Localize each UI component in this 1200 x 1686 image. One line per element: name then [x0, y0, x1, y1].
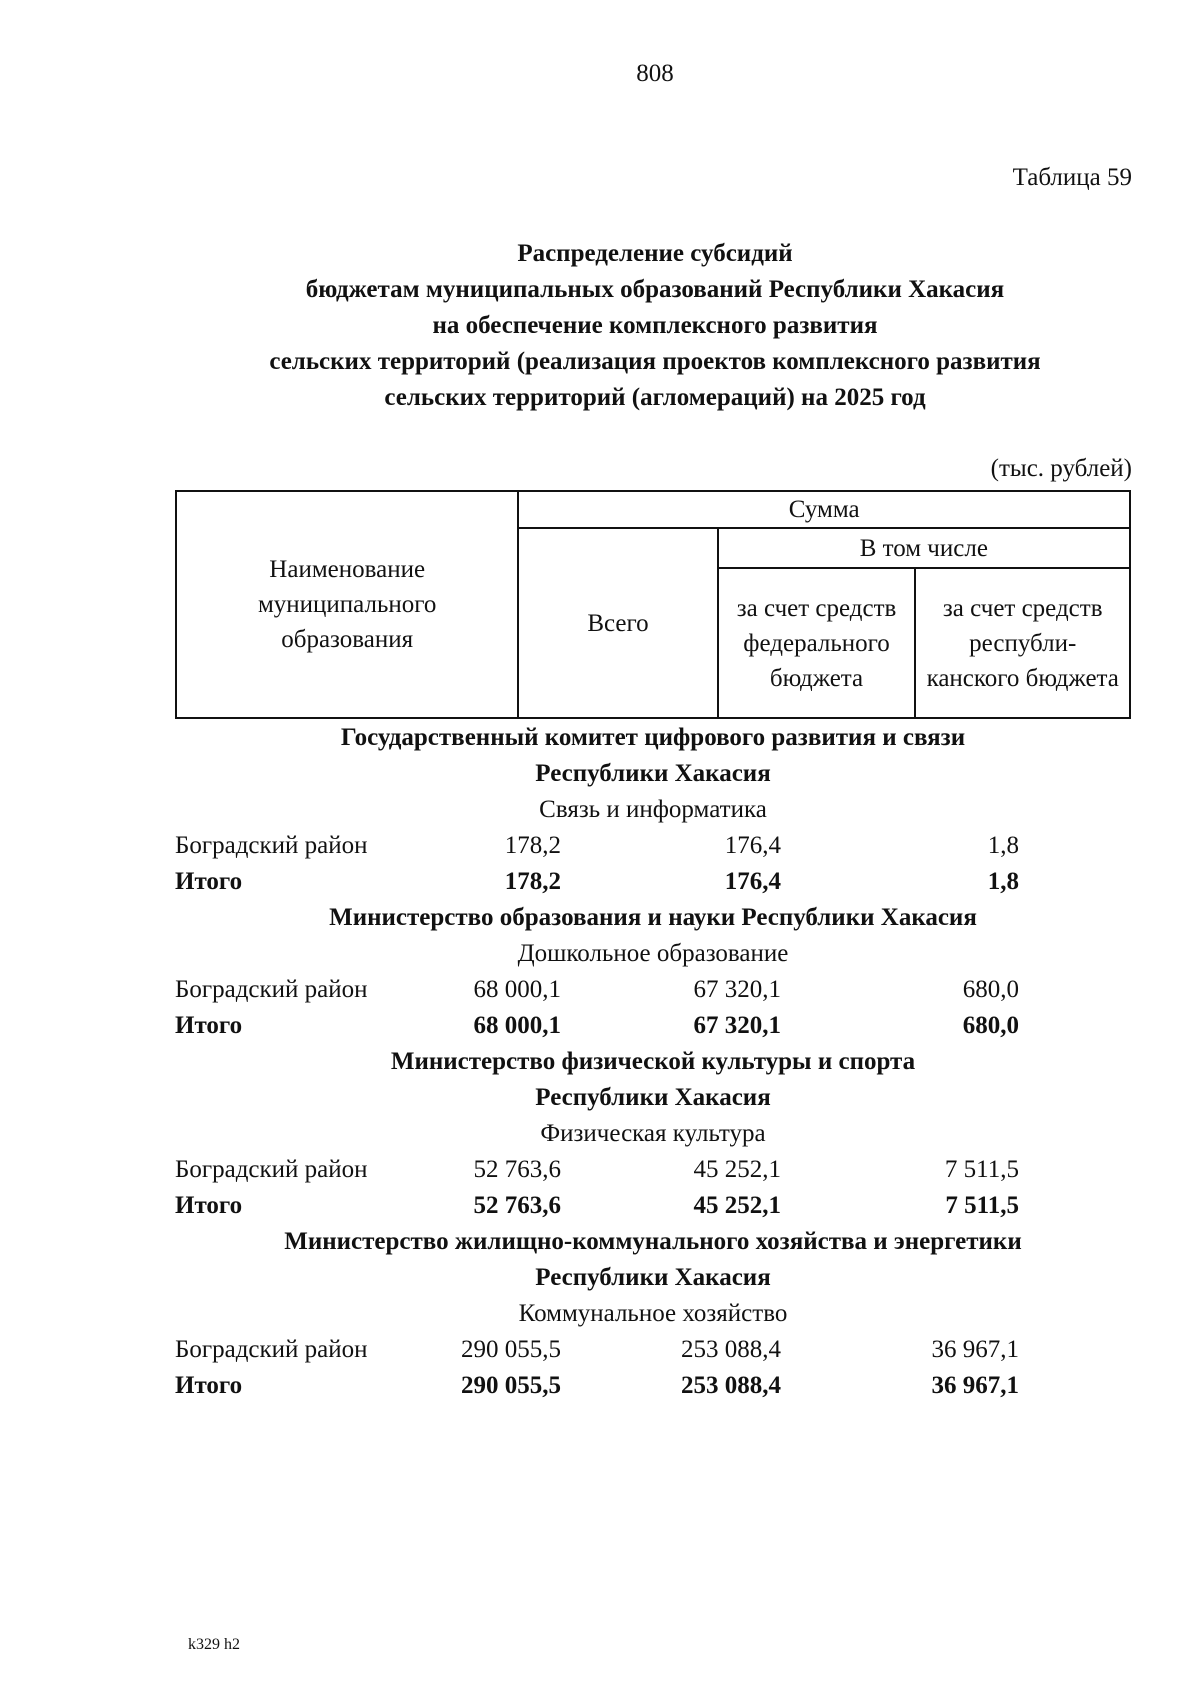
section-digital	[175, 720, 1131, 900]
value-federal: 176,4	[724, 832, 781, 859]
value-republic: 1,8	[987, 868, 1019, 895]
value-federal: 67 320,1	[693, 1012, 781, 1039]
footer-code: k329 h2	[188, 1636, 240, 1653]
subsection-title: Связь и информатика	[539, 796, 767, 823]
header-name-column: Наименование муниципального образования	[176, 491, 518, 718]
table-body	[175, 720, 1131, 1404]
units-label: (тыс. рублей)	[990, 455, 1132, 482]
value-federal: 45 252,1	[693, 1192, 781, 1219]
value-total: 68 000,1	[473, 1012, 561, 1039]
subsection-title: Коммунальное хозяйство	[518, 1300, 788, 1327]
section-title: Министерство физической культуры и спорта	[390, 1048, 916, 1075]
total-label: Итого	[175, 868, 243, 895]
total-label: Итого	[175, 1192, 243, 1219]
total-row	[175, 864, 1131, 900]
section-title: Министерство образования и науки Республики Хакасия	[329, 904, 977, 931]
document-title	[0, 236, 1200, 416]
table-label: Таблица 59	[1012, 164, 1132, 191]
value-total: 68 000,1	[473, 976, 561, 1003]
header-republic-column: за счет средств республи-канского бюджета	[915, 568, 1130, 718]
table-row	[175, 1332, 1131, 1368]
header-including: В том числе	[718, 528, 1130, 568]
value-total: 290 055,5	[461, 1372, 561, 1399]
title-line: на обеспечение комплексного развития	[432, 312, 878, 339]
total-row	[175, 1188, 1131, 1224]
section-title: Министерство жилищно-коммунального хозяйства и энергетики	[284, 1228, 1022, 1255]
value-republic: 680,0	[962, 976, 1019, 1003]
value-federal: 45 252,1	[693, 1156, 781, 1183]
title-line: бюджетам муниципальных образований Республики Хакасия	[305, 276, 1005, 303]
title-line: сельских территорий (агломераций) на 2025 год	[384, 384, 926, 411]
value-total: 52 763,6	[473, 1156, 561, 1183]
total-label: Итого	[175, 1012, 243, 1039]
total-row	[175, 1008, 1131, 1044]
value-republic: 36 967,1	[931, 1372, 1019, 1399]
subsection-title: Дошкольное образование	[517, 940, 789, 967]
value-republic: 7 511,5	[945, 1192, 1019, 1219]
header-total-column: Всего	[518, 528, 717, 718]
value-total: 52 763,6	[473, 1192, 561, 1219]
header-sum: Сумма	[518, 491, 1130, 528]
value-total: 290 055,5	[461, 1336, 561, 1363]
value-federal: 176,4	[724, 868, 781, 895]
section-sport	[175, 1044, 1131, 1224]
table-header	[175, 490, 1131, 719]
section-title: Государственный комитет цифрового развития и связи	[340, 724, 966, 751]
table-row	[175, 972, 1131, 1008]
value-federal: 67 320,1	[693, 976, 781, 1003]
value-federal: 253 088,4	[681, 1336, 781, 1363]
subsection-title: Физическая культура	[540, 1120, 766, 1147]
total-row	[175, 1368, 1131, 1404]
value-total: 178,2	[504, 868, 561, 895]
value-federal: 253 088,4	[681, 1372, 781, 1399]
municipality-name: Боградский район	[175, 976, 368, 1003]
header-federal-column: за счет средств федерального бюджета	[718, 568, 916, 718]
table-row	[175, 828, 1131, 864]
total-label: Итого	[175, 1372, 243, 1399]
section-title: Республики Хакасия	[535, 1084, 771, 1111]
section-title: Республики Хакасия	[535, 760, 771, 787]
municipality-name: Боградский район	[175, 1156, 368, 1183]
title-line: Распределение субсидий	[517, 240, 793, 267]
value-total: 178,2	[504, 832, 561, 859]
section-housing	[175, 1224, 1131, 1404]
municipality-name: Боградский район	[175, 832, 368, 859]
value-republic: 36 967,1	[931, 1336, 1019, 1363]
value-republic: 7 511,5	[944, 1156, 1019, 1183]
table-row	[175, 1152, 1131, 1188]
municipality-name: Боградский район	[175, 1336, 368, 1363]
value-republic: 680,0	[962, 1012, 1019, 1039]
section-title: Республики Хакасия	[535, 1264, 771, 1291]
title-line: сельских территорий (реализация проектов комплексного развития	[269, 348, 1041, 375]
section-education	[175, 900, 1131, 1044]
page-number: 808	[636, 60, 674, 87]
value-republic: 1,8	[987, 832, 1019, 859]
